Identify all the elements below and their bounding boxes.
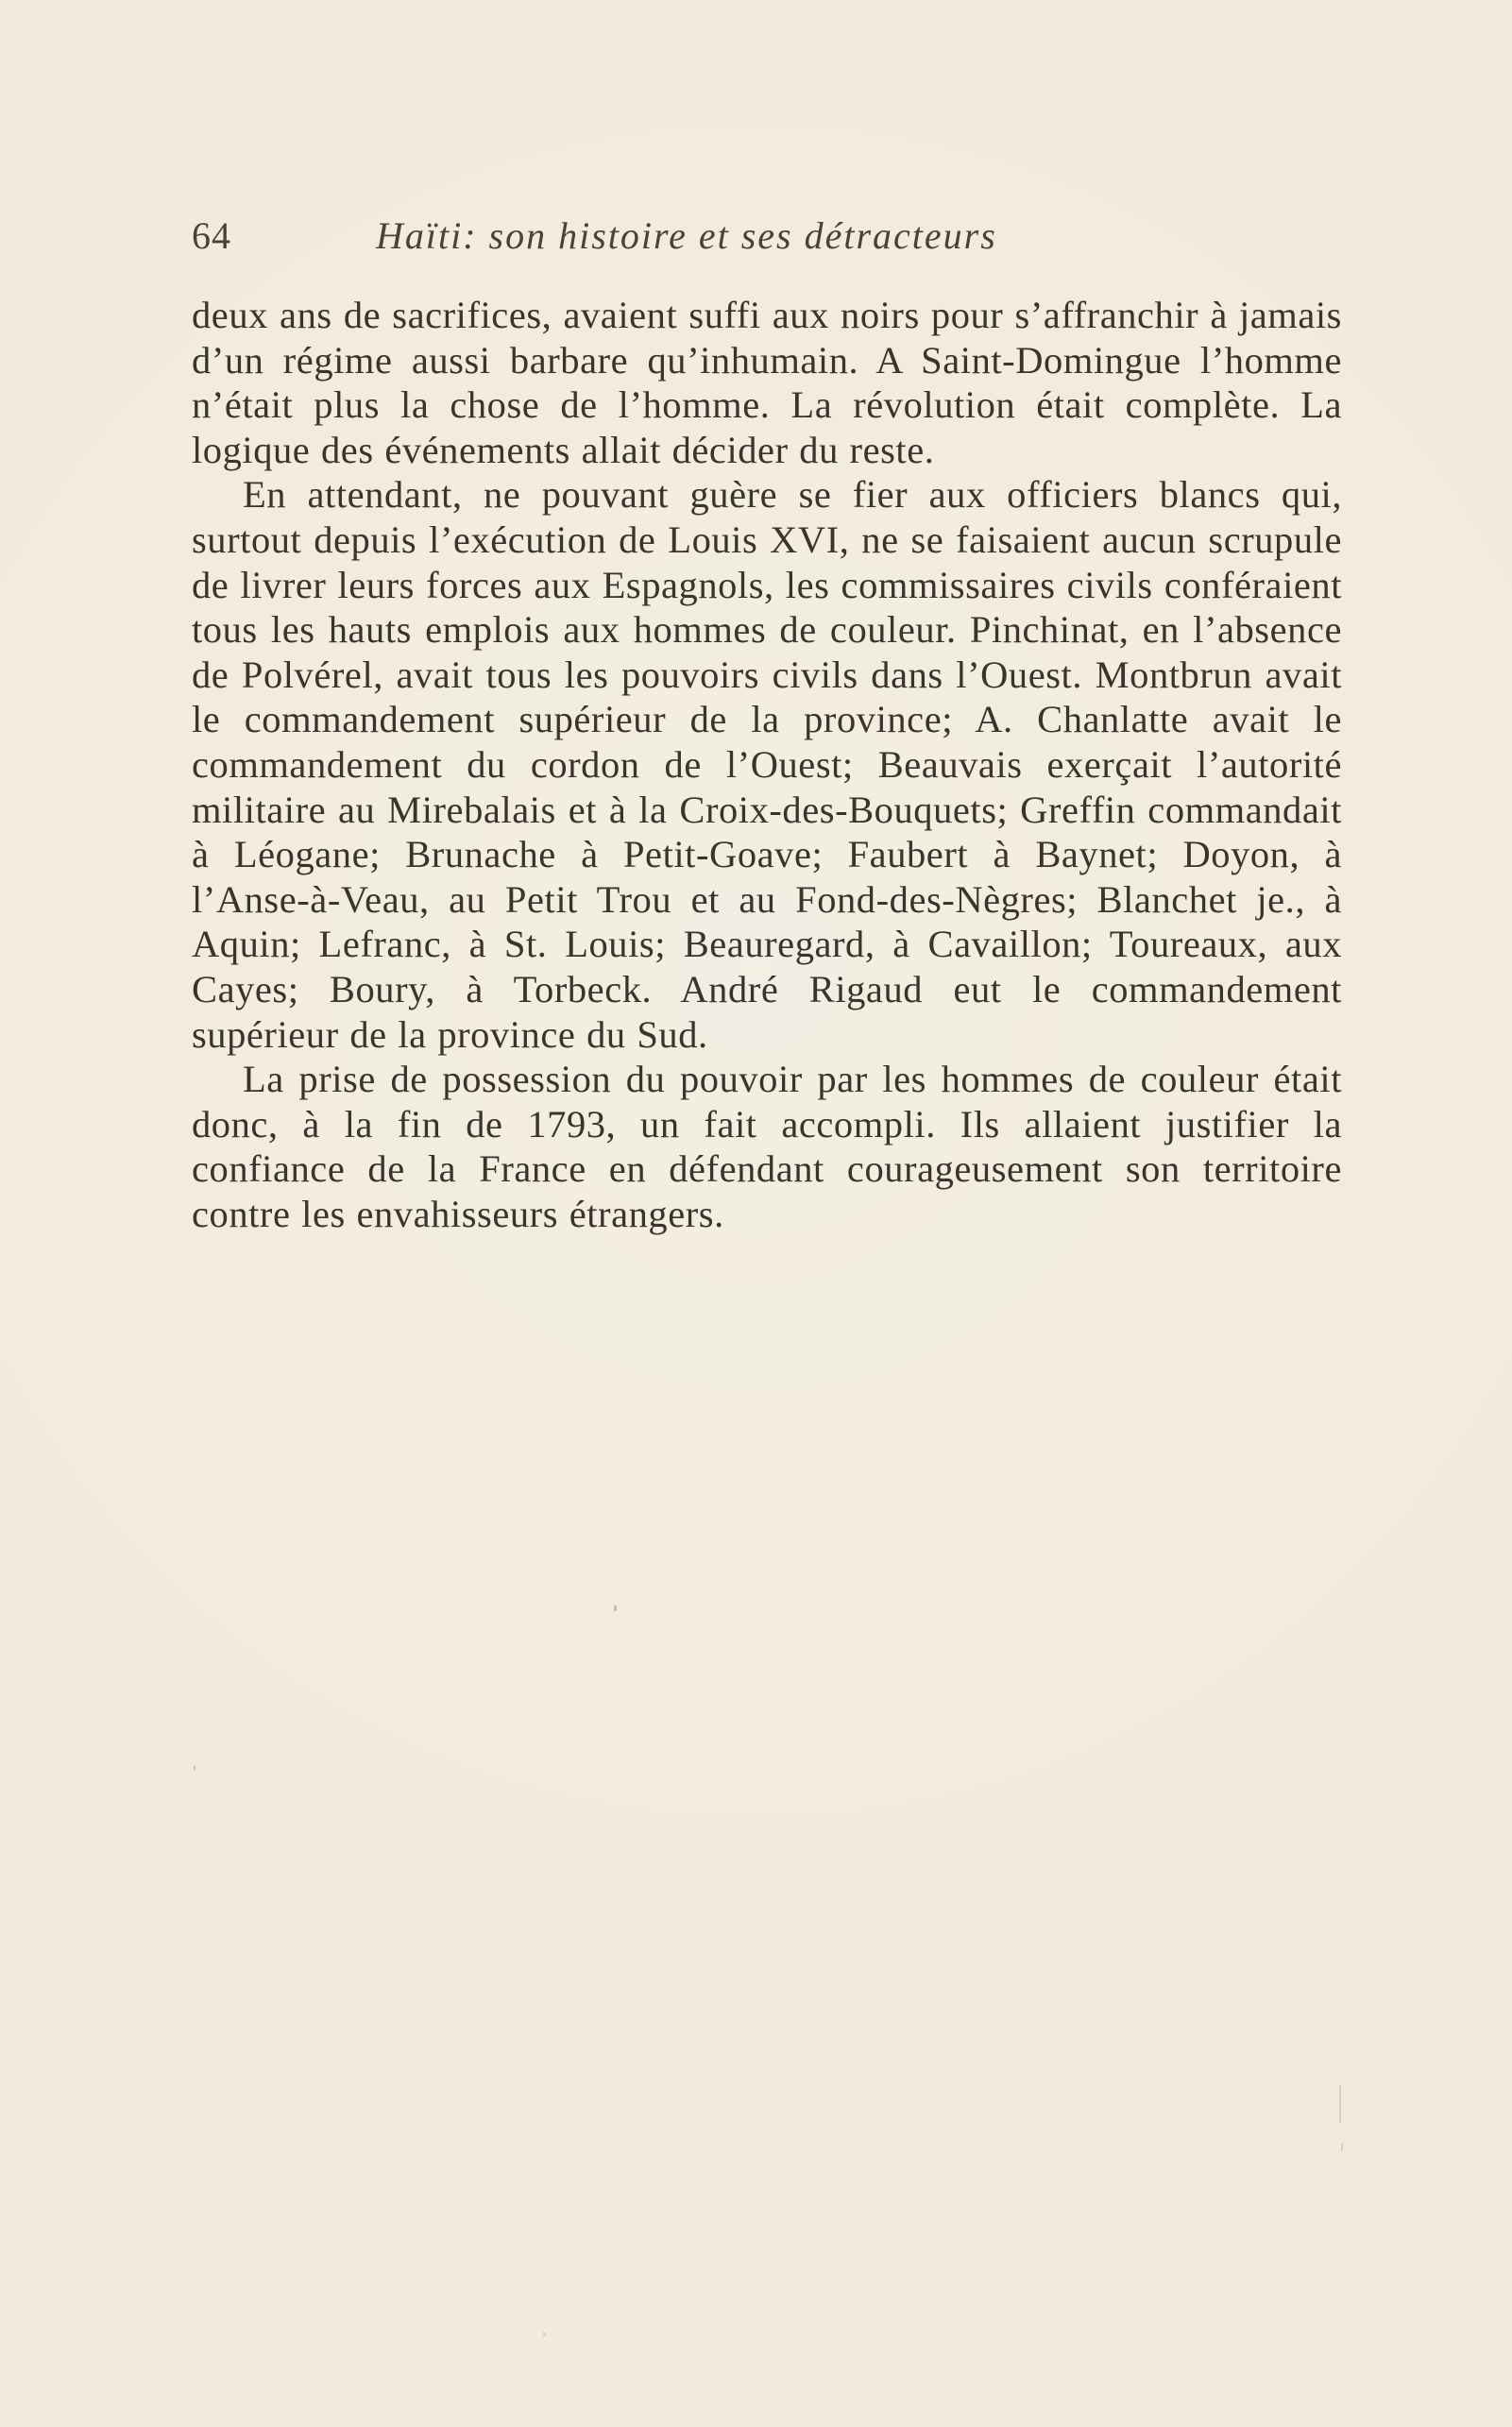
paper-speck: [1341, 2144, 1343, 2151]
body-text: [192, 293, 1342, 1236]
paper-speck: [1339, 2085, 1341, 2123]
paragraph-2: En attendant, ne pouvant guère se fier aux officiers blancs qui, surtout depuis l’exécution de Louis XVI, ne se faisaient aucun scrupule de livrer leurs forces aux Espagnols, les commissaires civils conféraient tous les hauts emplois aux hommes de couleur. Pinchinat, en l’absence de Polvérel, avait tous les pouvoirs civils dans l’Ouest. Montbrun avait le commandement supérieur de la province; A. Chanlatte avait le commandement du cordon de l’Ouest; Beauvais exerçait l’autorité militaire au Mirebalais et à la Croix-des-Bouquets; Greffin commandait à Léogane; Brunache à Petit-Goave; Faubert à Baynet; Doyon, à l’Anse-à-Veau, au Petit Trou et au Fond-des-Nègres; Blanchet je., à Aquin; Lefranc, à St. Louis; Beauregard, à Cavaillon; Toureaux, aux Cayes; Boury, à Torbeck. André Rigaud eut le commandement supérieur de la province du Sud.: [192, 473, 1342, 1056]
paragraph-3: La prise de possession du pouvoir par les hommes de couleur était donc, à la fin de 1793, un fait accompli. Ils allaient justifier la confiance de la France en défendant courageusement son territoire contre les envahisseurs étrangers.: [192, 1058, 1342, 1235]
page-number: 64: [192, 214, 231, 257]
paper-speck: [543, 2333, 546, 2336]
paper-speck: [614, 1605, 617, 1611]
running-head: [192, 213, 1344, 270]
running-title: Haïti: son histoire et ses détracteurs: [376, 214, 997, 257]
paragraph-1: deux ans de sacrifices, avaient suffi aux noirs pour s’affranchir à jamais d’un régime aussi barbare qu’inhumain. A Saint-Domingue l’homme n’était plus la chose de l’homme. La révolution était complète. La logique des événements allait décider du reste.: [192, 294, 1342, 471]
paper-speck: [194, 1766, 195, 1771]
